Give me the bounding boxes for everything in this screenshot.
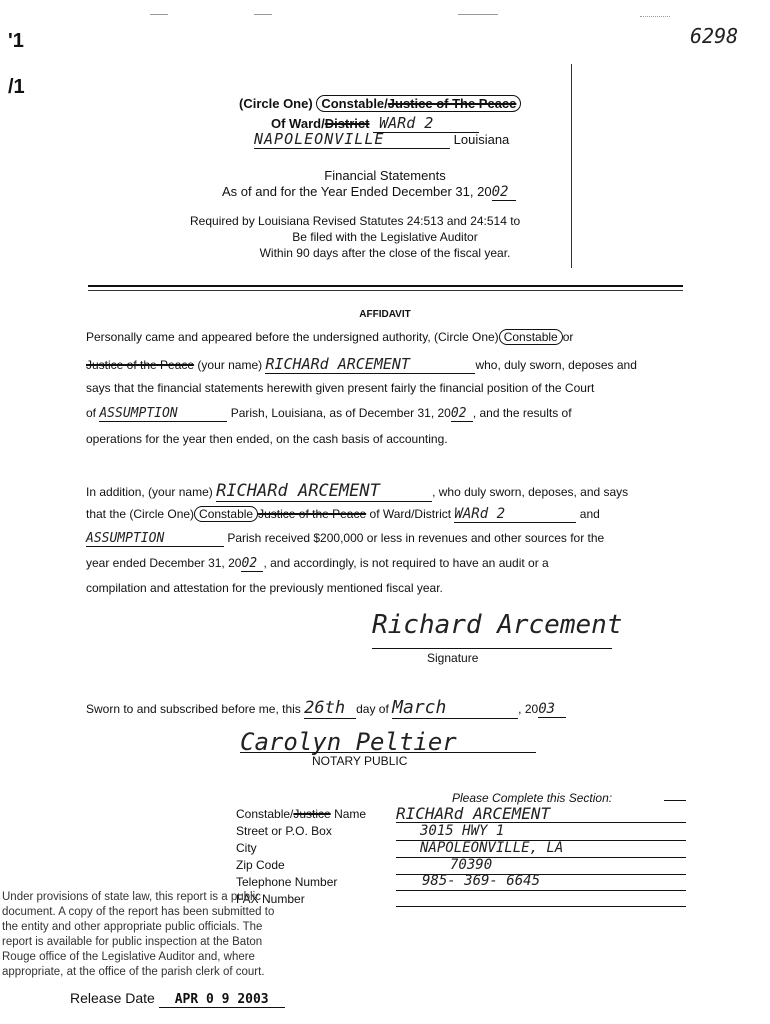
value-phone: 985- 369- 6645 (422, 873, 541, 889)
city-value: NAPOLEONVILLE (254, 130, 450, 149)
field-line-fax (396, 906, 686, 907)
constable-circled: Constable/Justice of The Peace (316, 95, 521, 112)
label-fax: FAX Number (236, 892, 305, 906)
scan-mark (640, 16, 670, 17)
notary-label: NOTARY PUBLIC (312, 754, 408, 768)
requirement-line-2: Be filed with the Legislative Auditor (292, 230, 478, 244)
parish-value-2: ASSUMPTION (86, 531, 224, 547)
header-line-2: Of Ward/District WARd 2 (271, 114, 479, 133)
page-number: 6298 (690, 24, 739, 48)
scan-mark (458, 14, 498, 15)
signature-label: Signature (427, 651, 479, 665)
affidavit-p1-line3: says that the financial statements herewith given present fairly the financial position of the Court (86, 381, 595, 395)
value-street: 3015 HWY 1 (420, 823, 505, 839)
field-line-phone (396, 890, 686, 891)
value-city: NAPOLEONVILLE, LA (420, 840, 564, 856)
fs-title: Financial Statements (324, 168, 446, 183)
margin-mark: /1 (8, 76, 25, 98)
ward-value: WARd 2 (373, 114, 479, 133)
header-line-3: NAPOLEONVILLE Louisiana (254, 130, 510, 148)
signature: Richard Arcement (372, 610, 623, 640)
public-notice: Under provisions of state law, this report is a public document. A copy of the report has been submitted to the entity and other appropriate public officials. The report is available for public inspection at the Baton Rouge office of the Legislative Auditor and, where appropriate, at the office of the parish clerk of court. (2, 891, 275, 978)
affidavit-title: AFFIDAVIT (359, 309, 411, 320)
value-zip: 70390 (450, 857, 493, 873)
affidavit-p1-line2: Justice of the Peace (your name) RICHARd ARCEMENT who, duly sworn, deposes and (86, 355, 637, 373)
affidavit-p2-line2: that the (Circle One) Constable Justice of the Peace of Ward/District WARd 2 and (86, 506, 600, 522)
requirement-line-1: Required by Louisiana Revised Statutes 24:513 and 24:514 to (190, 214, 521, 228)
release-date-stamp: APR 0 9 2003 (159, 992, 285, 1008)
notary-line (240, 752, 536, 753)
margin-mark: '1 (8, 30, 24, 52)
parish-value: ASSUMPTION (99, 406, 227, 422)
value-name: RICHARd ARCEMENT (396, 804, 551, 823)
divider (88, 285, 683, 287)
name-value: RICHARd ARCEMENT (265, 355, 475, 374)
label-name: Constable/Justice Name (236, 807, 367, 821)
signature-line (372, 648, 612, 649)
label-street: Street or P.O. Box (236, 824, 332, 838)
affidavit-p2-line1: In addition, (your name) RICHARd ARCEMENT , who duly sworn, deposes, and says (86, 481, 629, 501)
affidavit-p1-line1: Personally came and appeared before the undersigned authority, (Circle One) Constable or (86, 330, 574, 344)
label-phone: Telephone Number (236, 875, 338, 889)
scan-mark (150, 14, 168, 15)
field-line-city (396, 857, 686, 858)
release-date: Release Date APR 0 9 2003 (70, 990, 285, 1008)
scan-mark (254, 14, 272, 15)
affidavit-p2-line5: compilation and attestation for the previously mentioned fiscal year. (86, 581, 443, 595)
label-zip: Zip Code (236, 858, 285, 872)
requirement-line-3: Within 90 days after the close of the fiscal year. (259, 246, 511, 260)
header-line-1: (Circle One) Constable/Justice of The Peace (239, 96, 521, 111)
affidavit-p1-line4: of ASSUMPTION Parish, Louisiana, as of December 31, 2002 , and the results of (86, 406, 572, 421)
affidavit-p2-line4: year ended December 31, 2002 , and accordingly, is not required to have an audit or a (86, 556, 549, 571)
name-value-2: RICHARd ARCEMENT (216, 481, 432, 502)
small-mark (664, 800, 686, 801)
label-city: City (236, 841, 257, 855)
divider (88, 290, 683, 291)
sworn-line: Sworn to and subscribed before me, this 26th day of March , 2003 (86, 697, 566, 719)
notary-signature: Carolyn Peltier (240, 728, 457, 756)
affidavit-p1-line5: operations for the year then ended, on the cash basis of accounting. (86, 432, 448, 446)
please-complete: Please Complete this Section: (452, 791, 613, 805)
ward-value-2: WARd 2 (454, 506, 576, 523)
fs-as-of: As of and for the Year Ended December 31, 2002 (222, 184, 516, 201)
affidavit-p2-line3: ASSUMPTION Parish received $200,000 or less in revenues and other sources for the (86, 531, 605, 546)
